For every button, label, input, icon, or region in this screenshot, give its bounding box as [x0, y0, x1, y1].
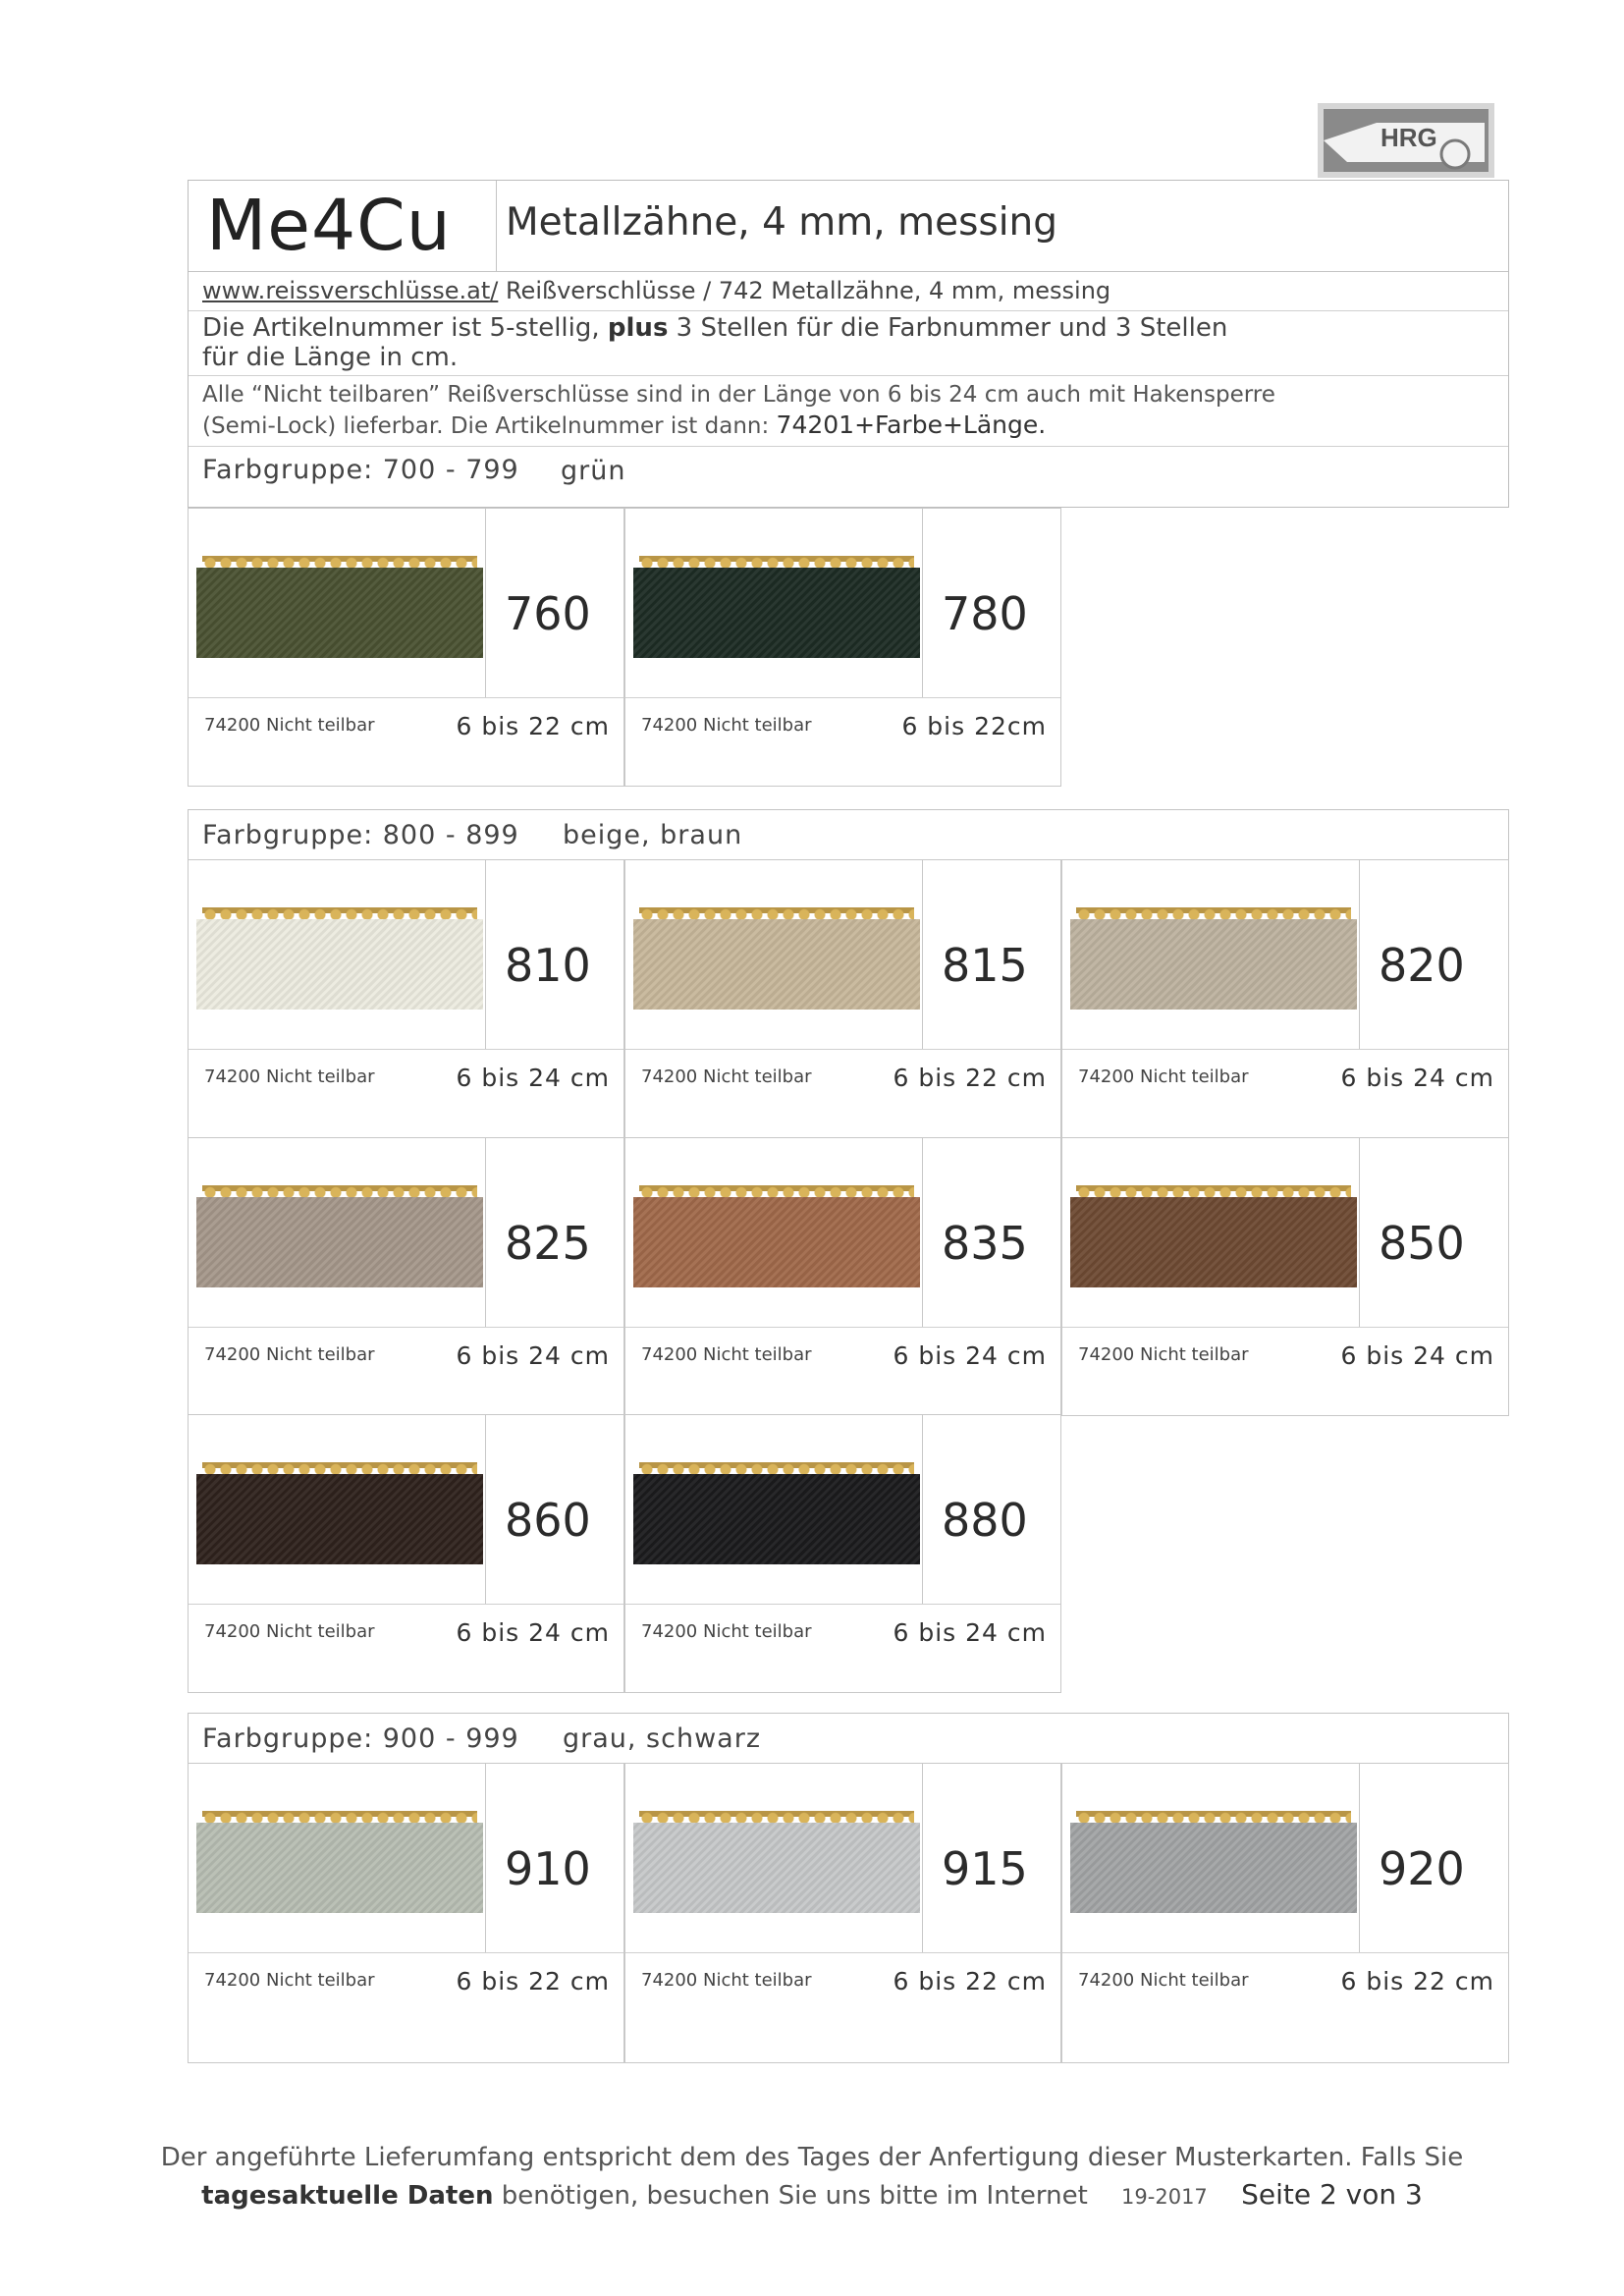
- zipper-swatch: [1070, 900, 1357, 1010]
- color-number: 835: [942, 1217, 1028, 1270]
- article-title: Metallzähne, 4 mm, messing: [506, 200, 1058, 245]
- footer-rest: benötigen, besuchen Sie uns bitte im Internet: [493, 2181, 1088, 2211]
- zipper-tape: [196, 568, 483, 658]
- length-range: 6 bis 24 cm: [456, 1618, 610, 1647]
- footer-bold: tagesaktuelle Daten: [201, 2181, 494, 2211]
- zipper-teeth: [639, 900, 914, 921]
- length-range: 6 bis 24 cm: [1340, 1341, 1494, 1370]
- website-link[interactable]: www.reissverschlüsse.at/: [202, 277, 499, 304]
- color-number: 915: [942, 1842, 1028, 1895]
- group-name: grau, schwarz: [563, 1723, 761, 1754]
- zipper-tape: [633, 1823, 920, 1913]
- group-name: grün: [561, 456, 626, 486]
- article-label: 74200 Nicht teilbar: [204, 715, 375, 736]
- color-number: 825: [505, 1217, 591, 1270]
- breadcrumb-path: Reißverschlüsse / 742 Metallzähne, 4 mm, messing: [498, 277, 1111, 304]
- zipper-teeth: [639, 1454, 914, 1476]
- article-label: 74200 Nicht teilbar: [204, 1344, 375, 1365]
- breadcrumb-row: [189, 271, 1508, 311]
- length-range: 6 bis 24 cm: [1340, 1064, 1494, 1092]
- page-number: Seite 2 von 3: [1241, 2178, 1423, 2211]
- zipper-tape: [1070, 1197, 1357, 1287]
- group-header-800: [188, 809, 1509, 860]
- swatch-card: [1061, 859, 1509, 1138]
- hrg-logo-graphic: [1318, 103, 1494, 178]
- footer-line-1: Der angeführte Lieferumfang entspricht dem des Tages der Anfertigung dieser Musterkarten. Falls Sie: [160, 2143, 1464, 2172]
- zipper-tape: [633, 568, 920, 658]
- article-label: 74200 Nicht teilbar: [1078, 1970, 1249, 1991]
- swatch-card: [624, 1763, 1061, 2063]
- info2-text-a: Alle “Nicht teilbaren” Reißverschlüsse sind in der Länge von 6 bis 24 cm auch mit Hakensperre: [202, 382, 1275, 408]
- zipper-teeth: [639, 1803, 914, 1825]
- swatch-card: [188, 1763, 624, 2063]
- info1-text-a: Die Artikelnummer ist 5-stellig,: [202, 313, 608, 343]
- length-range: 6 bis 22 cm: [893, 1064, 1047, 1092]
- zipper-swatch: [196, 1803, 483, 1913]
- article-label: 74200 Nicht teilbar: [1078, 1344, 1249, 1365]
- article-label: 74200 Nicht teilbar: [641, 1344, 812, 1365]
- footer-date: 19-2017: [1121, 2185, 1208, 2209]
- length-range: 6 bis 22 cm: [893, 1967, 1047, 1995]
- group-label: Farbgruppe: 900 - 999: [202, 1723, 519, 1754]
- article-code: Me4Cu: [206, 185, 452, 266]
- length-range: 6 bis 22 cm: [456, 712, 610, 740]
- zipper-teeth: [202, 1177, 477, 1199]
- group-label: Farbgruppe: 700 - 799: [202, 455, 519, 485]
- title-row: [189, 181, 1508, 272]
- color-number: 860: [505, 1494, 591, 1547]
- zipper-tape: [1070, 1823, 1357, 1913]
- zipper-teeth: [639, 1177, 914, 1199]
- zipper-swatch: [1070, 1803, 1357, 1913]
- zipper-swatch: [1070, 1177, 1357, 1287]
- length-range: 6 bis 22 cm: [1340, 1967, 1494, 1995]
- zipper-tape: [633, 919, 920, 1010]
- zipper-tape: [633, 1197, 920, 1287]
- zipper-tape: [1070, 919, 1357, 1010]
- zipper-swatch: [196, 548, 483, 658]
- info1-bold: plus: [607, 313, 669, 343]
- group-header-900: [188, 1713, 1509, 1764]
- swatch-card: [624, 859, 1061, 1138]
- length-range: 6 bis 24 cm: [456, 1341, 610, 1370]
- group-label: Farbgruppe: 800 - 899: [202, 820, 519, 850]
- hrg-logo: [1318, 103, 1494, 178]
- code-cell: [189, 181, 497, 271]
- zipper-teeth: [202, 900, 477, 921]
- zipper-teeth: [1076, 1803, 1351, 1825]
- color-number: 820: [1379, 939, 1465, 992]
- zipper-swatch: [633, 548, 920, 658]
- zipper-swatch: [196, 1177, 483, 1287]
- article-label: 74200 Nicht teilbar: [204, 1066, 375, 1087]
- article-label: 74200 Nicht teilbar: [641, 1066, 812, 1087]
- color-number: 850: [1379, 1217, 1465, 1270]
- swatch-card: [624, 1414, 1061, 1693]
- article-label: 74200 Nicht teilbar: [1078, 1066, 1249, 1087]
- swatch-card: [188, 1414, 624, 1693]
- breadcrumb: [202, 276, 1110, 305]
- length-range: 6 bis 24 cm: [456, 1064, 610, 1092]
- group-header-700: [189, 446, 1508, 509]
- zipper-teeth: [202, 1454, 477, 1476]
- zipper-swatch: [633, 1454, 920, 1564]
- article-label: 74200 Nicht teilbar: [641, 1970, 812, 1991]
- zipper-swatch: [633, 1177, 920, 1287]
- zipper-teeth: [202, 1803, 477, 1825]
- swatch-card: [1061, 1137, 1509, 1416]
- info2-text-b: (Semi-Lock) lieferbar. Die Artikelnummer ist dann:: [202, 413, 777, 439]
- zipper-tape: [196, 1474, 483, 1564]
- zipper-teeth: [202, 548, 477, 570]
- zipper-tape: [196, 1823, 483, 1913]
- group-name: beige, braun: [563, 820, 743, 850]
- article-header: [188, 180, 1509, 508]
- zipper-tape: [196, 1197, 483, 1287]
- swatch-card: [188, 859, 624, 1138]
- zipper-tape: [196, 919, 483, 1010]
- color-number: 920: [1379, 1842, 1465, 1895]
- semi-lock-article-number: 74201+Farbe+Länge.: [776, 410, 1047, 439]
- zipper-tape: [633, 1474, 920, 1564]
- color-number: 880: [942, 1494, 1028, 1547]
- svg-text:HRG: HRG: [1380, 123, 1437, 152]
- length-range: 6 bis 22 cm: [456, 1967, 610, 1995]
- length-range: 6 bis 24 cm: [893, 1341, 1047, 1370]
- article-label: 74200 Nicht teilbar: [204, 1621, 375, 1642]
- swatch-card: [188, 508, 624, 787]
- article-label: 74200 Nicht teilbar: [204, 1970, 375, 1991]
- article-label: 74200 Nicht teilbar: [641, 1621, 812, 1642]
- footer-line-2: [0, 2178, 1624, 2211]
- article-number-info: [189, 310, 1508, 376]
- color-number: 815: [942, 939, 1028, 992]
- zipper-teeth: [639, 548, 914, 570]
- length-range: 6 bis 22cm: [901, 712, 1047, 740]
- swatch-card: [624, 1137, 1061, 1416]
- color-number: 760: [505, 587, 591, 640]
- color-number: 910: [505, 1842, 591, 1895]
- swatch-card: [1061, 1763, 1509, 2063]
- info1-text-b: 3 Stellen für die Farbnummer und 3 Stellen: [668, 313, 1228, 343]
- swatch-card: [188, 1137, 624, 1416]
- semi-lock-info: [189, 375, 1508, 447]
- color-number: 780: [942, 587, 1028, 640]
- zipper-swatch: [633, 1803, 920, 1913]
- swatch-card: [624, 508, 1061, 787]
- zipper-teeth: [1076, 900, 1351, 921]
- zipper-swatch: [196, 900, 483, 1010]
- article-label: 74200 Nicht teilbar: [641, 715, 812, 736]
- zipper-swatch: [196, 1454, 483, 1564]
- length-range: 6 bis 24 cm: [893, 1618, 1047, 1647]
- info1-text-c: für die Länge in cm.: [202, 343, 459, 372]
- color-number: 810: [505, 939, 591, 992]
- zipper-swatch: [633, 900, 920, 1010]
- zipper-teeth: [1076, 1177, 1351, 1199]
